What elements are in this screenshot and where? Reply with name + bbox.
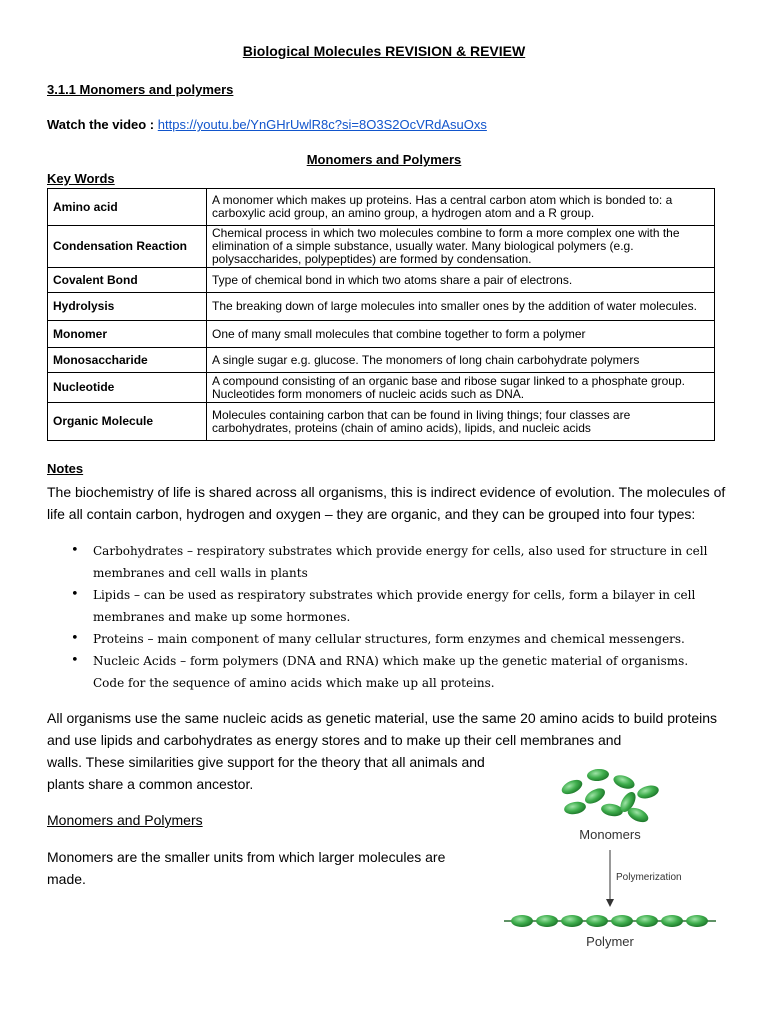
molecule-types-list — [47, 540, 717, 694]
list-item: • Nucleic Acids – form polymers (DNA and RNA) which make up the genetic material of organisms. Code for the sequence of amino acids which make up all proteins. — [47, 650, 717, 694]
polymerization-svg — [500, 760, 720, 955]
definition-cell: One of many small molecules that combine together to form a polymer — [207, 321, 715, 348]
table-row — [48, 268, 715, 293]
notes-heading: Notes — [47, 461, 84, 476]
notes-intro: The biochemistry of life is shared across all organisms, this is indirect evidence of evolution. The molecules of life all contain carbon, hydrogen and oxygen – they are organic, and they can be grouped into four types: — [47, 484, 726, 522]
monomer-bead — [600, 802, 624, 818]
paragraph-line: plants share a common ancestor. — [47, 776, 254, 792]
polymer-bead — [511, 915, 533, 927]
monomer-bead — [559, 777, 584, 797]
term-cell: Monosaccharide — [48, 348, 207, 373]
table-row — [48, 348, 715, 373]
table-row — [48, 226, 715, 268]
term-cell: Nucleotide — [48, 373, 207, 403]
arrow-down-icon — [606, 899, 614, 907]
video-label: Watch the video : — [47, 117, 155, 132]
paragraph-line: walls. These similarities give support for the theory that all animals and — [47, 754, 485, 770]
polymerization-diagram — [500, 760, 720, 955]
polymer-bead — [586, 915, 608, 927]
table-row — [48, 403, 715, 441]
definition-cell: A compound consisting of an organic base and ribose sugar linked to a phosphate group. Nucleotides form monomers of nucleic acids such as DNA. — [207, 373, 715, 403]
definition-cell: A monomer which makes up proteins. Has a central carbon atom which is bonded to: a carboxylic acid group, an amino group, a hydrogen atom and a R group. — [207, 189, 715, 226]
term-cell: Covalent Bond — [48, 268, 207, 293]
definition-cell: Molecules containing carbon that can be found in living things; four classes are carbohydrates, proteins (chain of amino acids), lipids, and nucleic acids — [207, 403, 715, 441]
paragraph-line: Monomers are the smaller units from which larger molecules are — [47, 849, 446, 865]
list-item: • Proteins – main component of many cellular structures, form enzymes and chemical messengers. — [47, 628, 717, 650]
list-item: • Carbohydrates – respiratory substrates which provide energy for cells, also used for structure in cell membranes and cell walls in plants — [47, 540, 717, 584]
table-row — [48, 373, 715, 403]
polymer-label: Polymer — [586, 934, 634, 949]
polymer-bead — [611, 915, 633, 927]
paragraph-line: made. — [47, 871, 86, 887]
section-heading: 3.1.1 Monomers and polymers — [47, 82, 234, 97]
monomer-bead — [582, 785, 607, 806]
definition-cell: Type of chemical bond in which two atoms share a pair of electrons. — [207, 268, 715, 293]
definition-cell: Chemical process in which two molecules combine to form a more complex one with the elimination of a simple substance, usually water. Many biological polymers (e.g. polysaccharides, polypeptides) are formed by condensation. — [207, 226, 715, 268]
polymer-bead — [661, 915, 683, 927]
polymerization-label: Polymerization — [616, 872, 682, 883]
video-line — [47, 117, 487, 132]
term-cell: Condensation Reaction — [48, 226, 207, 268]
video-link[interactable]: https://youtu.be/YnGHrUwlR8c?si=8O3S2OcVRdAsuOxs — [157, 117, 487, 132]
monomers-label: Monomers — [579, 827, 641, 842]
paragraph-line: All organisms use the same nucleic acids as genetic material, use the same 20 amino acids to build proteins and use lipids and carbohydrates as energy stores and to make up their cell membranes and — [47, 710, 718, 748]
polymer-bead — [636, 915, 658, 927]
key-words-subtitle: Monomers and Polymers — [306, 152, 462, 167]
table-row — [48, 293, 715, 321]
table-row — [48, 321, 715, 348]
term-cell: Organic Molecule — [48, 403, 207, 441]
monomers-polymers-heading: Monomers and Polymers — [47, 812, 203, 828]
monomer-beads — [559, 768, 660, 825]
table-row — [48, 189, 715, 226]
key-words-table — [47, 188, 715, 441]
monomer-bead — [636, 783, 660, 800]
polymer-bead — [536, 915, 558, 927]
definition-cell: A single sugar e.g. glucose. The monomers of long chain carbohydrate polymers — [207, 348, 715, 373]
term-cell: Hydrolysis — [48, 293, 207, 321]
polymer-bead — [686, 915, 708, 927]
key-words-heading: Key Words — [47, 171, 115, 186]
page-title: Biological Molecules REVISION & REVIEW — [242, 43, 526, 59]
monomer-bead — [563, 800, 587, 816]
term-cell: Monomer — [48, 321, 207, 348]
monomers-definition — [47, 846, 467, 890]
monomer-bead — [587, 768, 610, 782]
definition-cell: The breaking down of large molecules into smaller ones by the addition of water molecules. — [207, 293, 715, 321]
term-cell: Amino acid — [48, 189, 207, 226]
monomer-bead — [612, 773, 637, 792]
polymer-bead — [561, 915, 583, 927]
list-item: • Lipids – can be used as respiratory substrates which provide energy for cells, form a bilayer in cell membranes and make up some hormones. — [47, 584, 717, 628]
